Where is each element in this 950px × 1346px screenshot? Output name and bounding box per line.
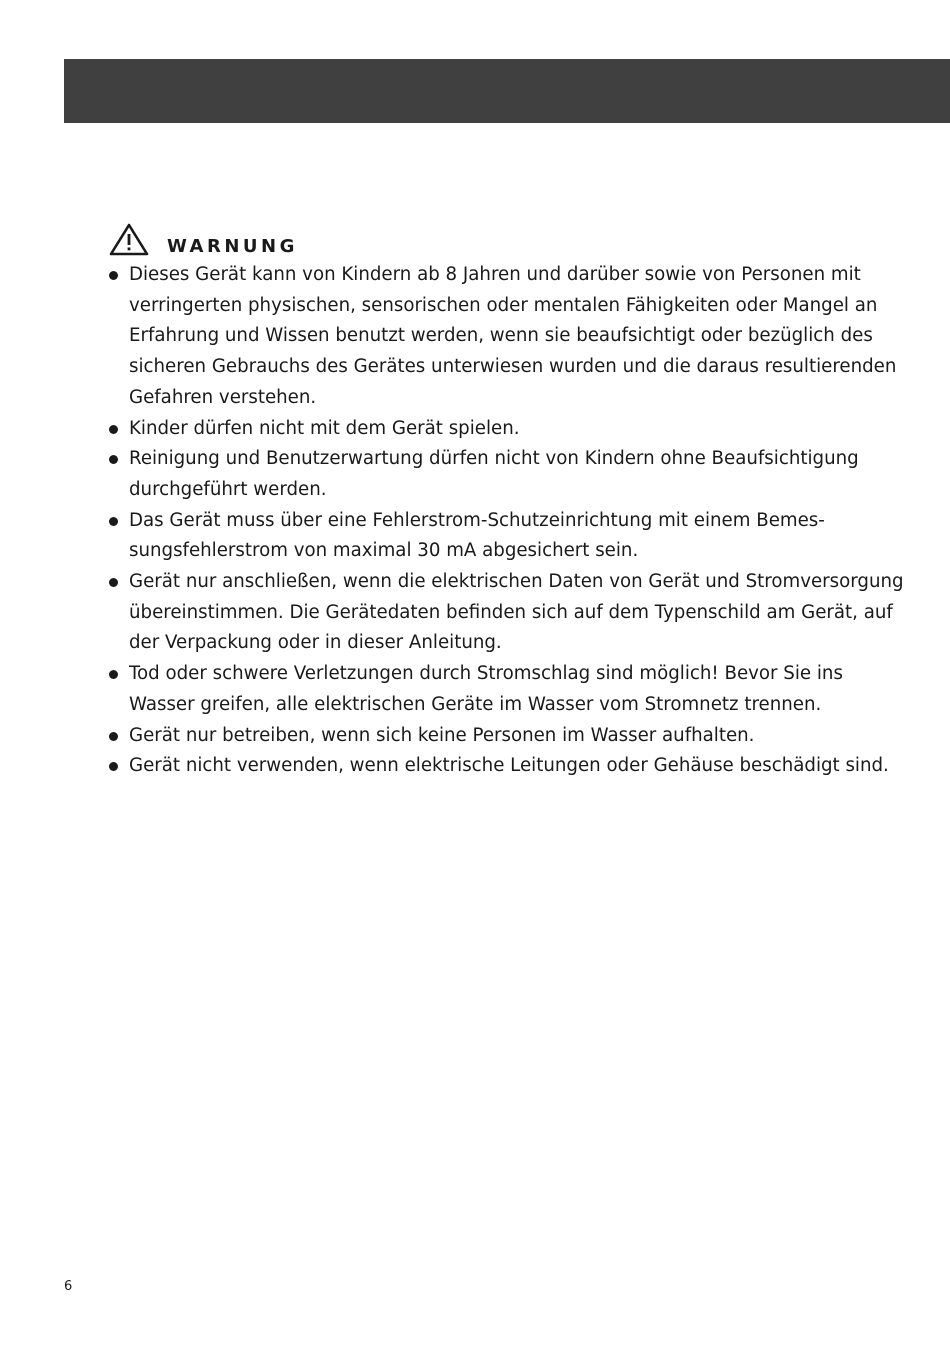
list-item (109, 751, 909, 782)
bullet-icon (109, 732, 118, 741)
bullet-icon (109, 271, 118, 280)
list-item (109, 721, 909, 752)
list-item-text: Gerät nur betreiben, wenn sich keine Personen im Wasser aufhalten. (129, 724, 755, 746)
list-item-text: Gerät nicht verwenden, wenn elektrische Leitungen oder Gehäuse beschädigt sind. (129, 755, 889, 777)
bullet-icon (109, 762, 118, 771)
list-item-text: Tod oder schwere Verletzungen durch Stromschlag sind möglich! Bevor Sie ins Wasser greifen, alle elektrischen Geräte im Wasser vom Stromnetz trennen. (129, 663, 843, 715)
bullet-icon (109, 455, 118, 464)
list-item (109, 567, 909, 659)
list-item (109, 444, 909, 505)
bullet-icon (109, 670, 118, 679)
header-bar (64, 59, 950, 123)
list-item-text: Gerät nur anschließen, wenn die elektrischen Daten von Gerät und Stromversorgung übereinstimmen. Die Gerätedaten befinden sich auf dem Typenschild am Gerät, auf der Verpackung oder in dieser Anleitung. (129, 571, 904, 654)
list-item-text: Kinder dürfen nicht mit dem Gerät spielen. (129, 417, 520, 439)
bullet-icon (109, 425, 118, 434)
bullet-icon (109, 517, 118, 526)
warning-triangle-icon (109, 223, 149, 257)
list-item (109, 260, 909, 414)
page-number: 6 (64, 1279, 73, 1294)
warning-list (109, 260, 909, 782)
warning-section (109, 222, 909, 782)
list-item (109, 414, 909, 445)
warning-heading (109, 222, 909, 258)
list-item-text: Reinigung und Benutzerwartung dürfen nicht von Kindern ohne Beaufsichtigung durchgeführt werden. (129, 448, 859, 500)
warning-title: WARNUNG (167, 235, 298, 257)
bullet-icon (109, 578, 118, 587)
list-item-text: Dieses Gerät kann von Kindern ab 8 Jahren und darüber sowie von Personen mit verringerten physischen, sensorischen oder mentalen Fähigkeiten oder Mangel an Erfahrung und Wissen benutzt werden, wenn sie beaufsichtigt oder bezüglich des sicheren Gebrauchs des Gerätes unterwiesen wurden und die daraus resultierenden Gefahren verstehen. (129, 264, 897, 408)
list-item (109, 506, 909, 567)
list-item-text: Das Gerät muss über eine Fehlerstrom-Schutzeinrichtung mit einem Bemessungsfehlerstrom von maximal 30 mA abgesichert sein. (129, 509, 825, 562)
list-item (109, 659, 909, 720)
